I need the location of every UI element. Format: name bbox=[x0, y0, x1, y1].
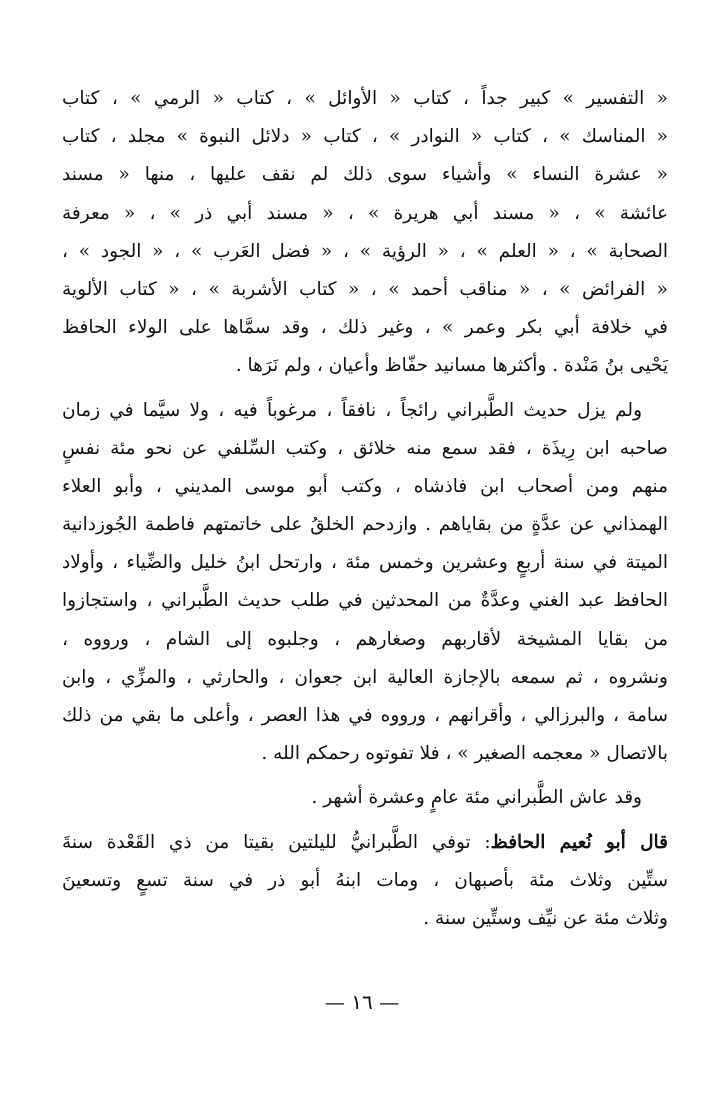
page-number: — ١٦ — bbox=[324, 990, 400, 1014]
text-line: « الفرائض » ، « مناقب أحمد » ، « كتاب الأشربة » ، « كتاب الألوية bbox=[62, 278, 668, 300]
paragraph-book-list bbox=[62, 80, 668, 386]
text-line: من بقايا المشيخة لأقاربهم وصغارهم ، وجلبوه إلى الشام ، ورووه ، bbox=[62, 628, 668, 650]
text-line: الصحابة » ، « العلم » ، « الرؤية » ، « فضل العَرب » ، « الجود » ، bbox=[62, 240, 668, 262]
text-line: يَحْيى بنُ مَنْدة . وأكثرها مسانيد حفّاظ وأعيان ، ولم نَرَها . bbox=[235, 355, 668, 377]
text-line: وثلاث مئة عن نيِّف وستِّين سنة . bbox=[423, 907, 668, 929]
paragraph-death-report bbox=[62, 824, 668, 939]
text-line: الميتة في سنة أربعٍ وعشرين وخمس مئة ، وارتحل ابنُ خليل والضِّياء ، وأولاد bbox=[62, 552, 668, 574]
text-line: ستِّين وثلاث مئة بأصبهان ، ومات ابنهُ أبو ذر في سنة تسعٍ وتسعينَ bbox=[62, 869, 668, 891]
text-line: « عشرة النساء » وأشياء سوى ذلك لم نقف عليها ، منها « مسند bbox=[62, 164, 668, 186]
paragraph-lifespan bbox=[62, 779, 668, 817]
text-line: سامة ، والبرزالي ، وأقرانهم ، ورووه في هذا العصر ، وأعلى ما بقي من ذلك bbox=[62, 705, 668, 726]
text-line: الحافظ عبد الغني وعدَّةٌ من المحدثين في طلب حديث الطَّبراني ، واستجازوا bbox=[62, 590, 668, 612]
speaker-name: قال أبو نُعيم الحافظ bbox=[490, 831, 668, 853]
paragraph-transmission bbox=[62, 392, 668, 774]
text-line: بالاتصال « معجمه الصغير » ، فلا تفوتوه رحمكم الله . bbox=[261, 743, 668, 765]
text-line: وقد عاش الطَّبراني مئة عامٍ وعشرة أشهر . bbox=[311, 787, 642, 809]
text-line: عائشة » ، « مسند أبي هريرة » ، « مسند أبي ذر » ، « معرفة bbox=[62, 202, 668, 224]
text-line: صاحبه ابن رِيذَة ، فقد سمع منه خلائق ، وكتب السِّلفي عن نحو مئة نفسٍ bbox=[62, 437, 668, 459]
text-line: منهم ومن أصحاب ابن فاذشاه ، وكتب أبو موسى المديني ، وأبو العلاء bbox=[62, 475, 668, 497]
page-content bbox=[62, 80, 668, 938]
text-line: الهمذاني عن عدَّةٍ من بقاياهم . وازدحم الخلقُ على خاتمتهم فاطمة الجُوزدانية bbox=[62, 514, 668, 536]
speaker-quote: : توفي الطَّبرانيُّ لليلتين بقيتا من ذي القَعْدة سنةَ bbox=[62, 831, 491, 853]
text-line-with-speaker bbox=[62, 824, 668, 862]
text-line: « التفسير » كبير جداً ، كتاب « الأوائل » ، كتاب « الرمي » ، كتاب bbox=[62, 88, 668, 109]
text-line: « المناسك » ، كتاب « النوادر » ، كتاب « دلائل النبوة » مجلد ، كتاب bbox=[62, 126, 668, 148]
text-line: ونشروه ، ثم سمعه بالإجازة العالية ابن جعوان ، والحارثي ، والمزِّي ، وابن bbox=[62, 666, 668, 688]
text-line: في خلافة أبي بكر وعمر » ، وغير ذلك ، وقد سمَّاها على الولاء الحافظ bbox=[62, 317, 668, 339]
text-line: ولم يزل حديث الطَّبراني رائجاً ، نافقاً ، مرغوباً فيه ، ولا سيَّما في زمان bbox=[62, 399, 642, 421]
